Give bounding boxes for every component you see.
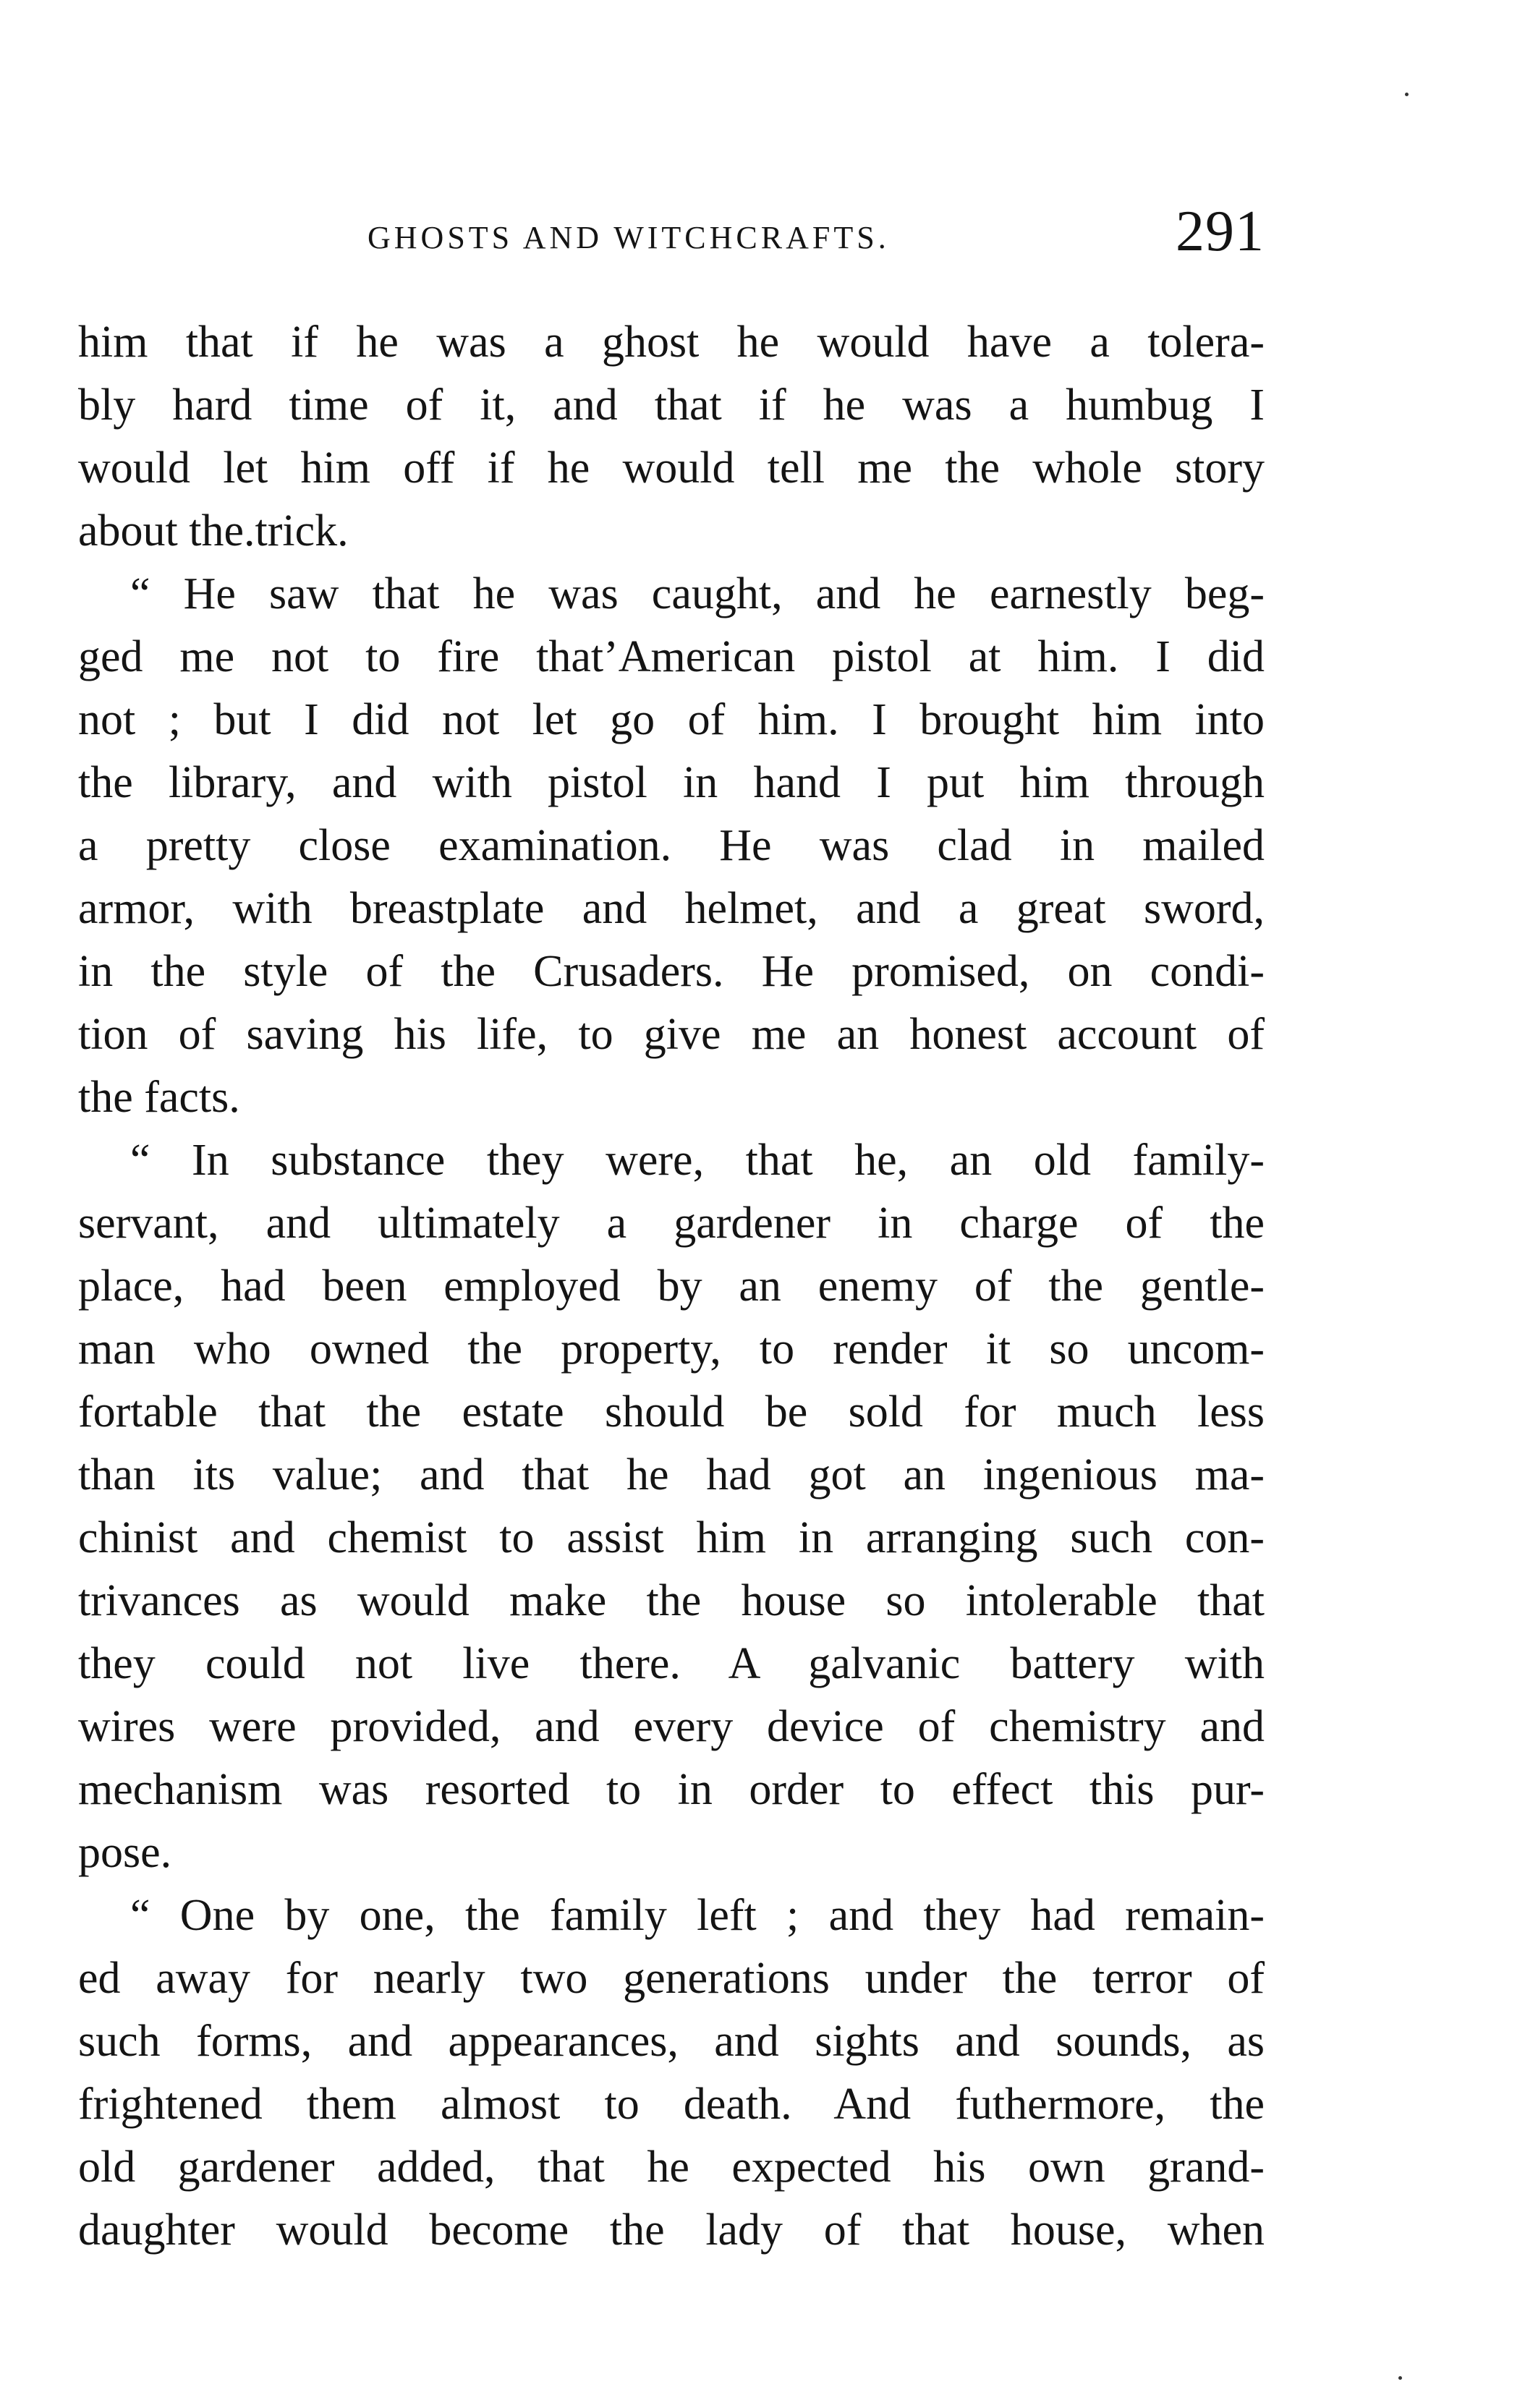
text-line: the library, and with pistol in hand I put him through: [78, 758, 1265, 807]
paragraph-last-line: about the.trick.: [78, 506, 349, 556]
text-line: ed away for nearly two generations under the terror of: [78, 1954, 1265, 2003]
text-line: him that if he was a ghost he would have a tolera-: [78, 318, 1265, 367]
text-line: in the style of the Crusaders. He promised, on condi-: [78, 947, 1265, 996]
paragraph-first-line: “ He saw that he was caught, and he earnestly beg-: [130, 569, 1265, 618]
text-line: a pretty close examination. He was clad in mailed: [78, 821, 1265, 870]
text-line: bly hard time of it, and that if he was a humbug I: [78, 380, 1265, 430]
running-head: [78, 199, 1265, 286]
paragraph-last-line: pose.: [78, 1828, 172, 1877]
running-title: GHOSTS AND WITCHCRAFTS.: [368, 220, 890, 255]
text-line: fortable that the estate should be sold for much less: [78, 1387, 1265, 1437]
text-line: they could not live there. A galvanic battery with: [78, 1639, 1265, 1688]
scan-speck: [1398, 2376, 1402, 2380]
scan-speck: [1405, 93, 1409, 96]
paragraph-first-line: “ One by one, the family left ; and they had remain-: [130, 1891, 1265, 1940]
text-line: frightened them almost to death. And futhermore, the: [78, 2080, 1265, 2129]
text-line: servant, and ultimately a gardener in charge of the: [78, 1199, 1265, 1248]
text-line: wires were provided, and every device of chemistry and: [78, 1702, 1265, 1751]
text-line: than its value; and that he had got an ingenious ma-: [78, 1450, 1265, 1499]
text-line: man who owned the property, to render it so uncom-: [78, 1324, 1265, 1374]
paragraph-first-line: “ In substance they were, that he, an old family-: [130, 1136, 1265, 1185]
text-line: not ; but I did not let go of him. I brought him into: [78, 695, 1265, 744]
text-line: armor, with breastplate and helmet, and a great sword,: [78, 884, 1265, 933]
text-line: place, had been employed by an enemy of the gentle-: [78, 1262, 1265, 1311]
text-line: tion of saving his life, to give me an honest account of: [78, 1010, 1265, 1059]
text-line: mechanism was resorted to in order to effect this pur-: [78, 1765, 1265, 1814]
text-line: chinist and chemist to assist him in arranging such con-: [78, 1513, 1265, 1562]
text-line: ged me not to fire that’American pistol at him. I did: [78, 632, 1265, 681]
text-line: daughter would become the lady of that house, when: [78, 2205, 1265, 2255]
text-line: such forms, and appearances, and sights and sounds, as: [78, 2017, 1265, 2066]
body-text: [78, 311, 1265, 2262]
text-line: would let him off if he would tell me the whole story: [78, 443, 1265, 493]
page-number: 291: [1176, 200, 1265, 263]
paragraph-last-line: the facts.: [78, 1073, 240, 1122]
text-line: trivances as would make the house so intolerable that: [78, 1576, 1265, 1625]
text-line: old gardener added, that he expected his own grand-: [78, 2143, 1265, 2192]
